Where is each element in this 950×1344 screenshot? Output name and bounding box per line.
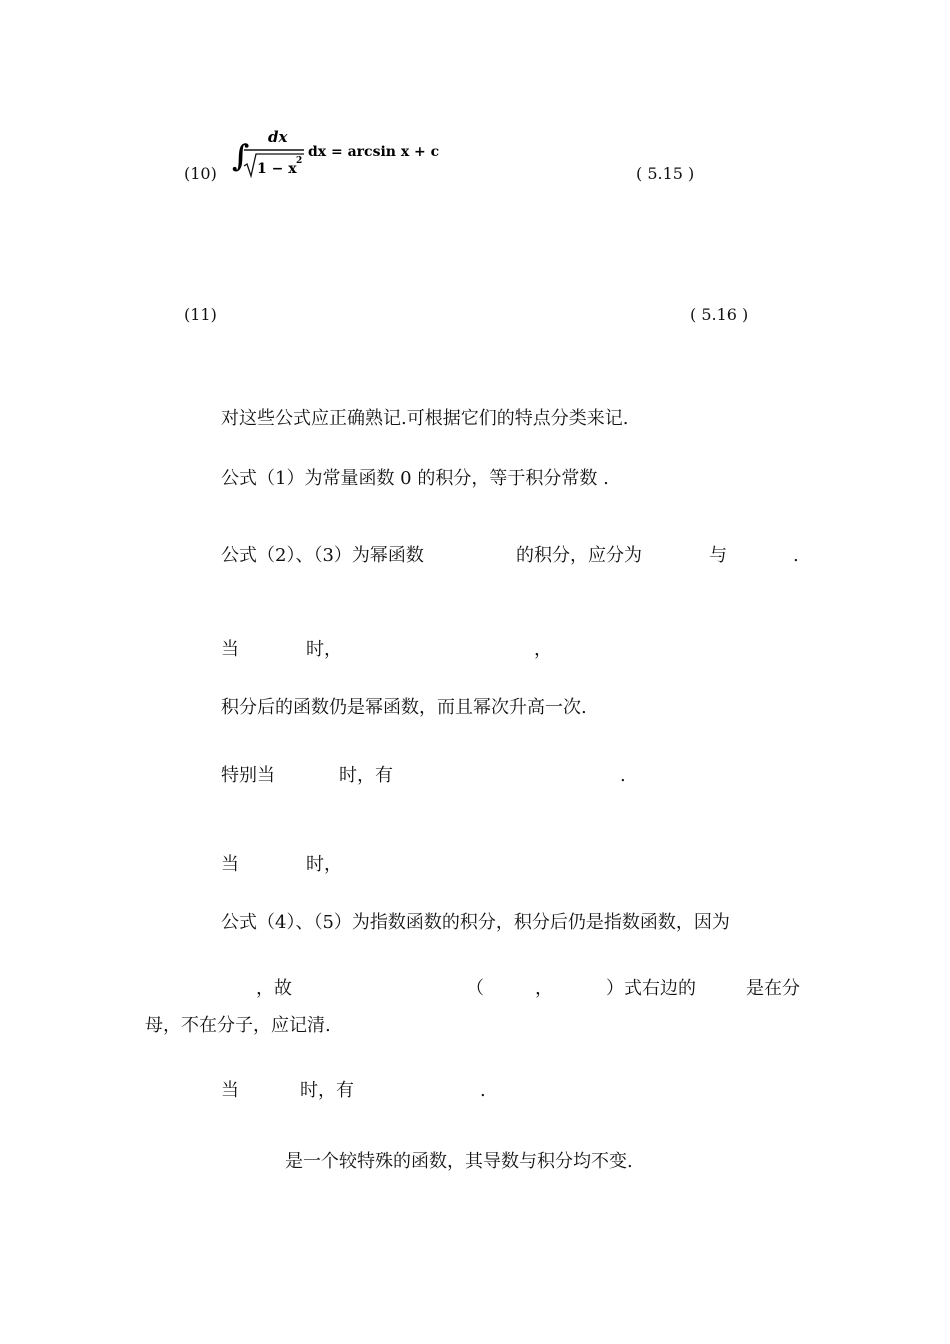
formula-11-label: (11): [184, 305, 217, 324]
paragraph-8: 公式（4）、（5）为指数函数的积分，积分后仍是指数函数，因为: [221, 912, 730, 933]
formula-10: [232, 126, 442, 186]
paragraph-12: 是一个较特殊的函数，其导数与积分均不变.: [285, 1151, 633, 1172]
paragraph-7-part-b: 时，: [306, 854, 342, 875]
paragraph-9-part-b: （: [466, 978, 484, 999]
paragraph-11-part-b: 时，有: [300, 1080, 354, 1101]
paragraph-9-part-e: 是在分: [746, 978, 800, 999]
paragraph-6-part-c: .: [620, 765, 626, 786]
fraction-numerator: dx: [268, 128, 288, 146]
paragraph-4-part-b: 时，: [306, 639, 342, 660]
denominator-exponent: 2: [296, 156, 303, 166]
paragraph-7-part-a: 当: [221, 854, 239, 875]
formula-11-number: ( 5.16 ): [690, 305, 749, 324]
formula-10-number: ( 5.15 ): [636, 164, 695, 183]
paragraph-4-part-c: ，: [534, 639, 552, 660]
integral-sign: ∫: [232, 139, 250, 174]
paragraph-10: 母，不在分子，应记清.: [145, 1015, 331, 1036]
paragraph-9-part-a: ，故: [256, 978, 292, 999]
paragraph-3-part-d: .: [793, 545, 799, 566]
paragraph-6-part-b: 时，有: [339, 765, 393, 786]
formula-10-label: (10): [184, 164, 217, 183]
paragraph-3-part-b: 的积分，应分为: [516, 545, 642, 566]
paragraph-11-part-a: 当: [221, 1080, 239, 1101]
paragraph-6-part-a: 特别当: [221, 765, 275, 786]
fraction-denominator: 1 − x: [257, 161, 297, 177]
paragraph-3-part-c: 与: [709, 545, 727, 566]
paragraph-11-part-c: .: [480, 1080, 486, 1101]
formula-10-graphic: [232, 126, 442, 186]
paragraph-2: 公式（1）为常量函数 0 的积分，等于积分常数 .: [221, 468, 609, 489]
paragraph-9-part-d: ）式右边的: [606, 978, 696, 999]
paragraph-3-part-a: 公式（2）、（3）为幂函数: [221, 545, 424, 566]
paragraph-4-part-a: 当: [221, 639, 239, 660]
paragraph-5: 积分后的函数仍是幂函数，而且幂次升高一次.: [221, 697, 587, 718]
paragraph-9-part-c: ，: [535, 978, 553, 999]
paragraph-1: 对这些公式应正确熟记.可根据它们的特点分类来记.: [221, 408, 629, 429]
formula-rhs: dx = arcsin x + c: [308, 144, 440, 160]
